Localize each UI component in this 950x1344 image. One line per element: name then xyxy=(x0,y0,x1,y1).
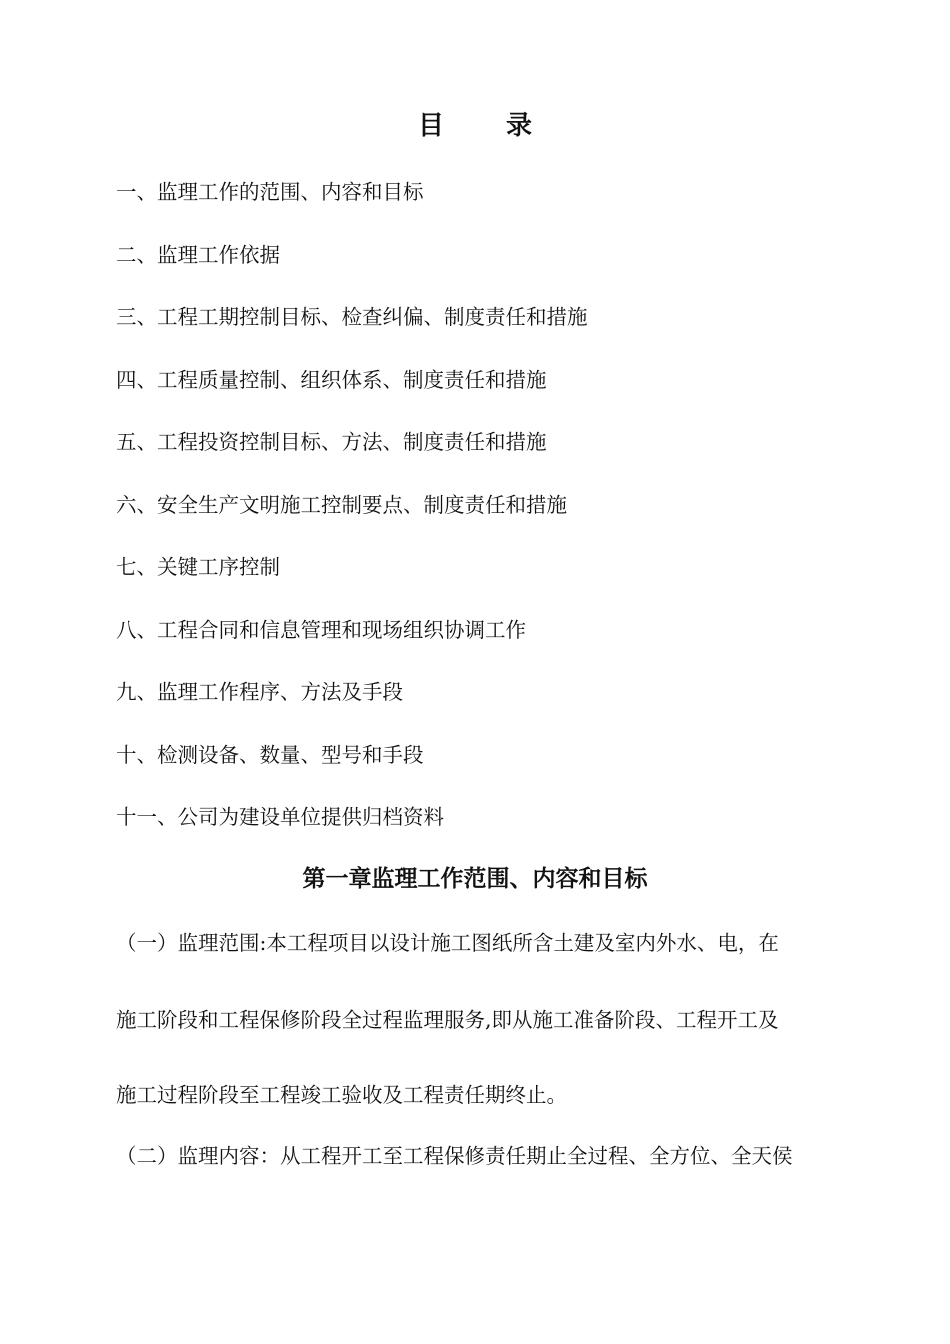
toc-item-8: 八、工程合同和信息管理和现场组织协调工作 xyxy=(116,617,526,642)
body-line-4: （二）监理内容：从工程开工至工程保修责任期止全过程、全方位、全天侯 xyxy=(116,1144,793,1168)
body-line-1: （一）监理范围:本工程项目以设计施工图纸所含土建及室内外水、电，在 xyxy=(116,931,779,955)
toc-item-5: 五、工程投资控制目标、方法、制度责任和措施 xyxy=(116,430,547,454)
body-line-3: 施工过程阶段至工程竣工验收及工程责任期终止。 xyxy=(116,1083,567,1107)
body-line-2: 施工阶段和工程保修阶段全过程监理服务,即从施工准备阶段、工程开工及 xyxy=(116,1008,779,1032)
toc-item-1: 一、监理工作的范围、内容和目标 xyxy=(116,180,424,204)
toc-item-4: 四、工程质量控制、组织体系、制度责任和措施 xyxy=(116,367,547,392)
toc-item-11: 十一、公司为建设单位提供归档资料 xyxy=(116,805,444,829)
toc-title-part1: 目 xyxy=(417,111,444,141)
chapter-title: 第一章监理工作范围、内容和目标 xyxy=(302,865,648,892)
toc-item-7: 七、关键工序控制 xyxy=(116,555,280,579)
toc-item-2: 二、监理工作依据 xyxy=(116,242,280,267)
toc-title-part2: 录 xyxy=(506,111,533,141)
toc-item-3: 三、工程工期控制目标、检查纠偏、制度责任和措施 xyxy=(116,305,588,329)
toc-item-10: 十、检测设备、数量、型号和手段 xyxy=(116,742,424,767)
toc-list xyxy=(116,174,588,862)
toc-title xyxy=(0,108,950,144)
toc-item-6: 六、安全生产文明施工控制要点、制度责任和措施 xyxy=(116,492,567,517)
toc-item-9: 九、监理工作程序、方法及手段 xyxy=(116,680,403,704)
